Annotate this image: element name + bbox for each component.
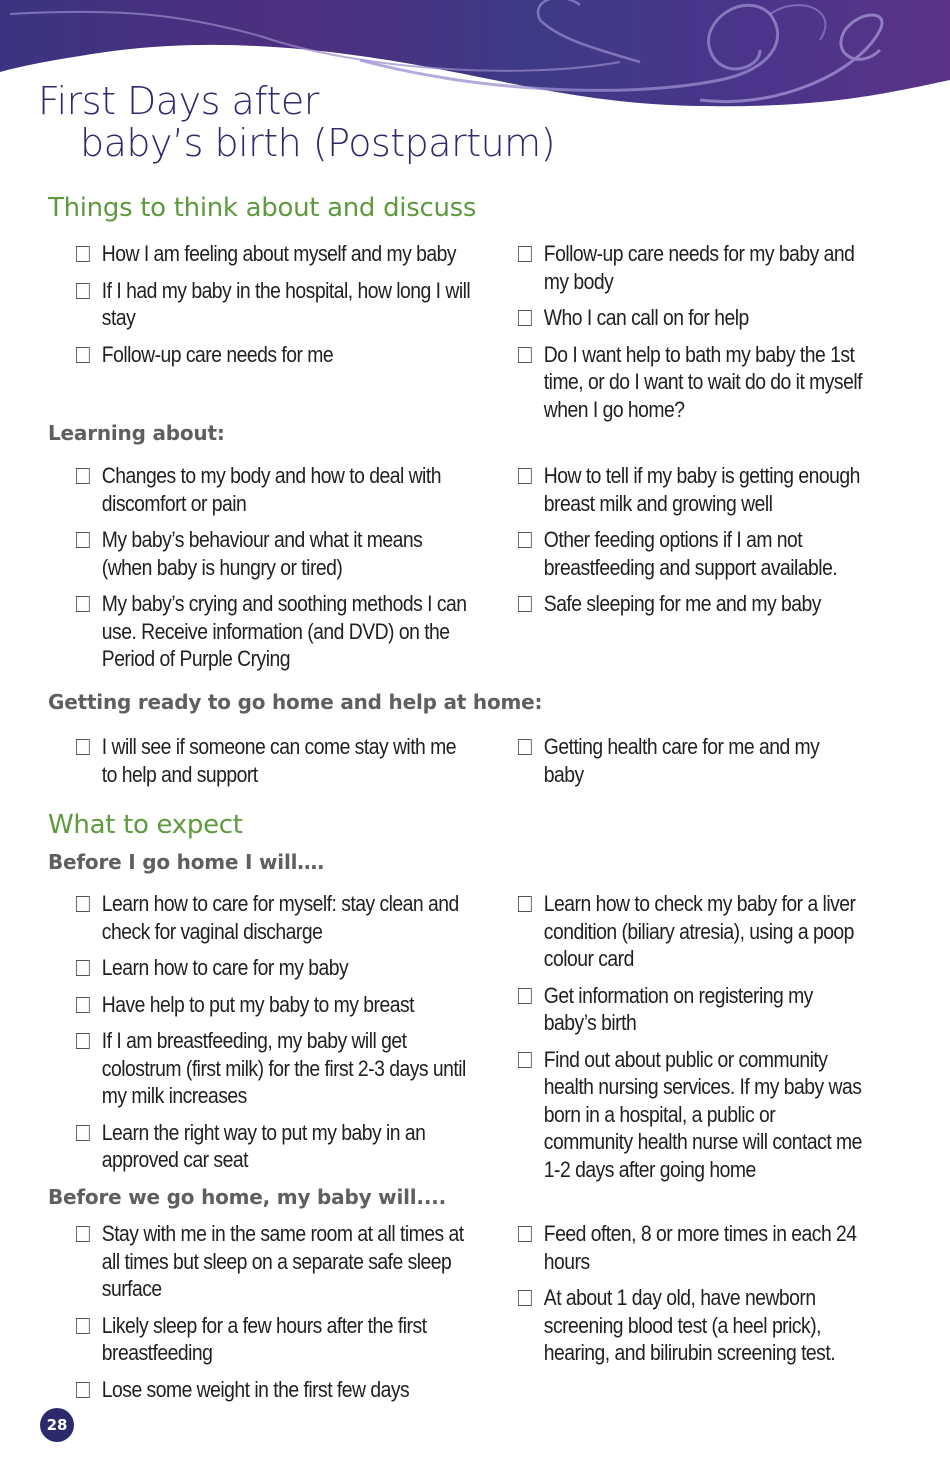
title-line-2: baby’s birth (Postpartum) [80, 121, 556, 165]
sub-heading-before-we-go-home: Before we go home, my baby will.... [48, 1185, 447, 1209]
checklist-item-label: At about 1 day old, have newborn screening blood test (a heel prick), hearing, and bilirubin screening test. [543, 1285, 836, 1365]
checklist-item [76, 1220, 476, 1303]
checkbox[interactable] [518, 246, 532, 262]
checklist-item [76, 526, 476, 581]
checklist-item-label: Learn how to check my baby for a liver condition (biliary atresia), using a poop colour card [543, 891, 856, 971]
before-we-go-left-list [76, 1220, 476, 1412]
checklist-item-label: Find out about public or community health nursing services. If my baby was born in a hospital, a public or community health nurse will contact me 1-2 days after going home [543, 1046, 862, 1182]
checkbox[interactable] [76, 739, 90, 755]
checklist-item [76, 1376, 476, 1404]
checklist-item-label: Follow-up care needs for me [101, 341, 334, 367]
checklist-item-label: Follow-up care needs for my baby and my body [543, 241, 855, 294]
checklist-item [76, 277, 476, 332]
checkbox[interactable] [76, 1125, 90, 1141]
checkbox[interactable] [76, 960, 90, 976]
page-number-badge: 28 [40, 1408, 74, 1442]
checkbox[interactable] [518, 739, 532, 755]
before-i-go-right-list [518, 890, 862, 1192]
checklist-item-label: My baby’s behaviour and what it means (when baby is hungry or tired) [101, 527, 423, 580]
checklist-item-label: Who I can call on for help [543, 305, 749, 330]
checklist-item-label: How I am feeling about myself and my baby [101, 241, 457, 266]
checklist-item [76, 240, 476, 268]
checkbox[interactable] [76, 1033, 90, 1049]
checkbox[interactable] [518, 347, 532, 363]
getting-ready-right-list [518, 733, 862, 797]
learning-about-right-list [518, 462, 862, 627]
sub-heading-learning-about: Learning about: [48, 421, 225, 445]
checklist-item [76, 954, 476, 982]
checklist-item-label: Feed often, 8 or more times in each 24 hours [543, 1221, 857, 1274]
before-we-go-right-list [518, 1220, 862, 1376]
checklist-item-label: I will see if someone can come stay with me to help and support [101, 734, 457, 787]
checkbox[interactable] [518, 1052, 532, 1068]
checklist-item [518, 1046, 862, 1184]
checkbox[interactable] [76, 1382, 90, 1398]
checklist-item [518, 462, 862, 517]
checklist-item [518, 590, 862, 618]
checklist-item [518, 890, 862, 973]
checkbox[interactable] [518, 1226, 532, 1242]
checklist-item [76, 1027, 476, 1110]
checklist-item [518, 982, 862, 1037]
checklist-item-label: Getting health care for me and my baby [543, 734, 820, 787]
checkbox[interactable] [76, 896, 90, 912]
before-i-go-left-list [76, 890, 476, 1183]
checklist-item-label: Do I want help to bath my baby the 1st time, or do I want to wait do do it myself when I go home? [543, 341, 862, 422]
checklist-item-label: Stay with me in the same room at all times at all times but sleep on a separate safe sleep surface [101, 1221, 464, 1301]
checklist-item-label: Learn the right way to put my baby in an approved car seat [101, 1119, 426, 1172]
checklist-item-label: Learn how to care for my baby [101, 955, 349, 980]
checklist-item [76, 890, 476, 945]
page-title [38, 80, 555, 164]
checklist-item [76, 341, 476, 369]
things-to-think-right-list [518, 240, 862, 432]
checkbox[interactable] [76, 347, 90, 363]
checklist-item [518, 341, 862, 424]
section-heading-things-to-think: Things to think about and discuss [48, 193, 477, 223]
checkbox[interactable] [76, 532, 90, 548]
checklist-item [76, 991, 476, 1019]
checklist-item-label: Have help to put my baby to my breast [101, 991, 414, 1017]
checkbox[interactable] [76, 246, 90, 262]
checklist-item [518, 1284, 862, 1367]
checklist-item-label: Learn how to care for myself: stay clean and check for vaginal discharge [101, 891, 459, 944]
checklist-item-label: Lose some weight in the first few days [101, 1376, 410, 1402]
checklist-item-label: If I am breastfeeding, my baby will get colostrum (first milk) for the first 2-3 days until my milk increases [101, 1028, 466, 1108]
things-to-think-left-list [76, 240, 476, 377]
checkbox[interactable] [76, 283, 90, 299]
checklist-item [518, 1220, 862, 1275]
checkbox[interactable] [518, 468, 532, 484]
sub-heading-before-i-go-home: Before I go home I will…. [48, 850, 325, 874]
checkbox[interactable] [76, 1226, 90, 1242]
checklist-item [76, 733, 476, 788]
title-line-1: First Days after [38, 79, 319, 123]
checklist-item-label: If I had my baby in the hospital, how long I will stay [101, 277, 471, 330]
checklist-item-label: Other feeding options if I am not breastfeeding and support available. [543, 527, 838, 580]
checkbox[interactable] [76, 468, 90, 484]
checkbox[interactable] [518, 596, 532, 612]
checklist-item-label: My baby’s crying and soothing methods I can use. Receive information (and DVD) on the Period of Purple Crying [101, 591, 467, 671]
checklist-item-label: Changes to my body and how to deal with discomfort or pain [101, 463, 441, 516]
checklist-item [76, 462, 476, 517]
checklist-item [518, 733, 862, 788]
checkbox[interactable] [76, 596, 90, 612]
checkbox[interactable] [518, 1290, 532, 1306]
checkbox[interactable] [518, 310, 532, 326]
checkbox[interactable] [76, 997, 90, 1013]
checklist-item [76, 590, 476, 673]
checklist-item [76, 1312, 476, 1367]
checklist-item-label: Likely sleep for a few hours after the first breastfeeding [101, 1312, 427, 1365]
checkbox[interactable] [518, 896, 532, 912]
checkbox[interactable] [518, 988, 532, 1004]
checklist-item-label: Safe sleeping for me and my baby [543, 591, 821, 616]
checklist-item-label: How to tell if my baby is getting enough breast milk and growing well [543, 463, 860, 516]
getting-ready-left-list [76, 733, 476, 797]
checklist-item [518, 240, 862, 295]
checkbox[interactable] [518, 532, 532, 548]
sub-heading-getting-ready: Getting ready to go home and help at home: [48, 690, 543, 714]
checkbox[interactable] [76, 1318, 90, 1334]
section-heading-what-to-expect: What to expect [48, 810, 243, 840]
checklist-item [76, 1119, 476, 1174]
checklist-item-label: Get information on registering my baby’s birth [543, 982, 813, 1035]
learning-about-left-list [76, 462, 476, 682]
checklist-item [518, 526, 862, 581]
checklist-item [518, 304, 862, 332]
